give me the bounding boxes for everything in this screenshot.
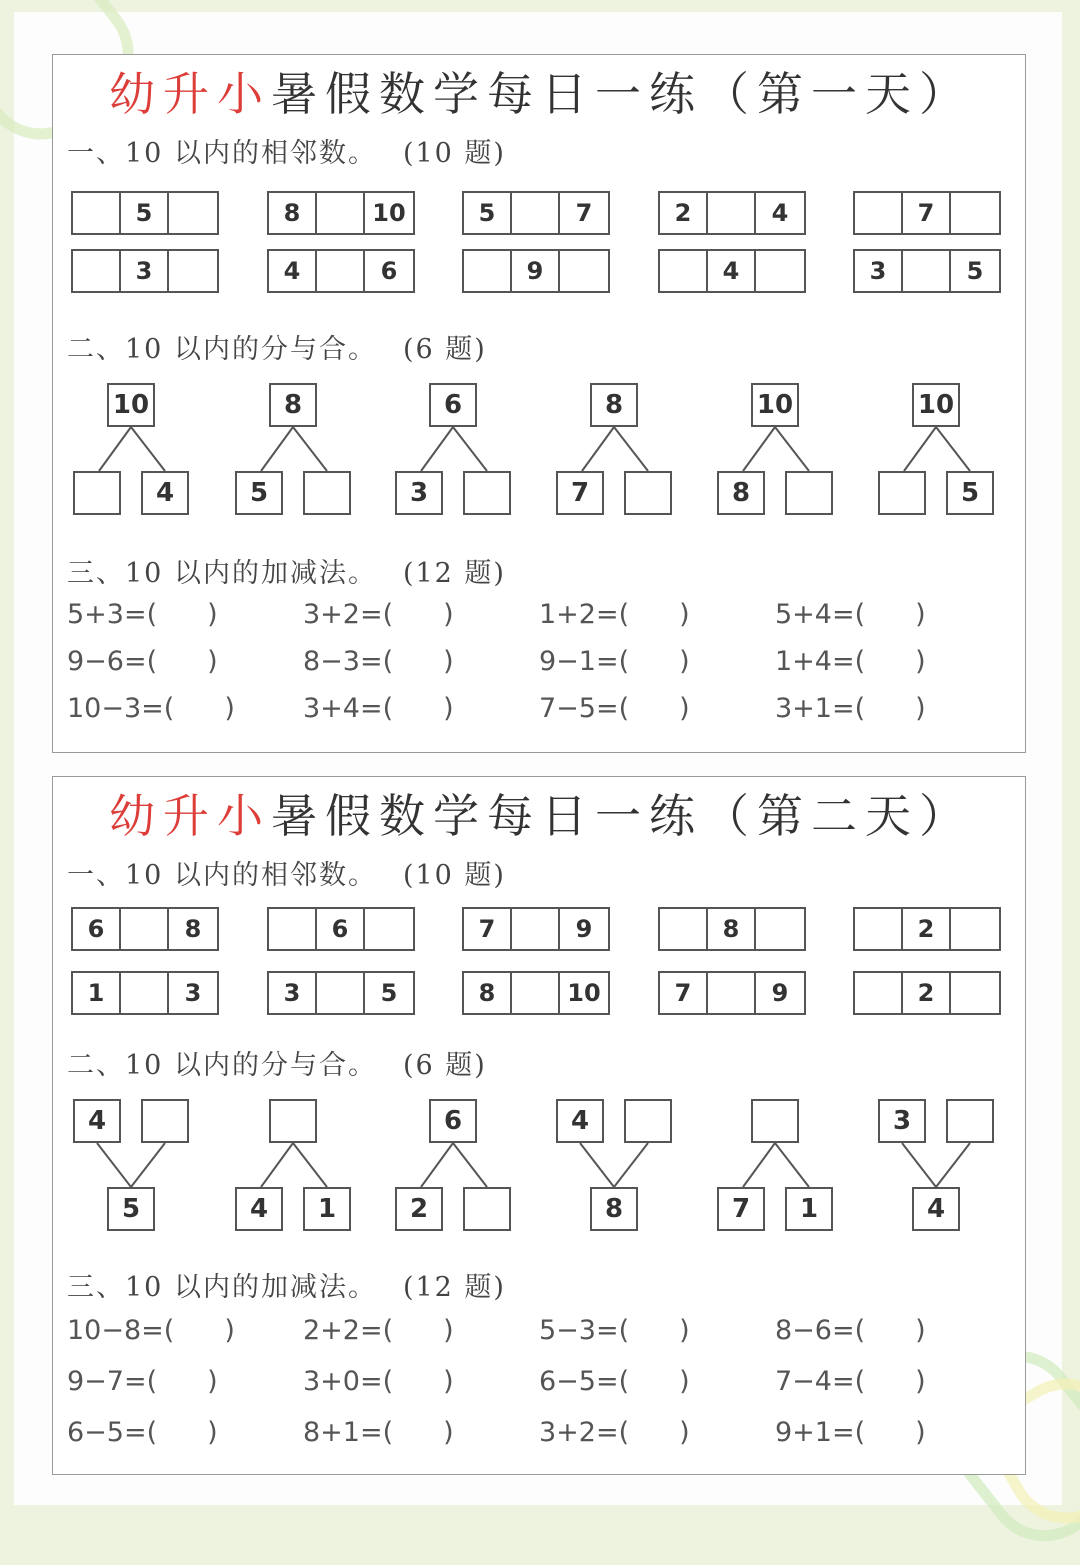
- bond-line: [453, 427, 487, 471]
- close-paren: ): [679, 1417, 690, 1448]
- close-paren: ): [915, 646, 926, 677]
- bond-line: [614, 427, 648, 471]
- bond-line: [261, 427, 293, 471]
- number-bond: [717, 383, 847, 523]
- answer-box[interactable]: [512, 909, 560, 949]
- equation-text: 8−3=(: [303, 646, 394, 677]
- bond-line: [131, 1143, 165, 1187]
- adjacent-number-strip: [462, 191, 610, 235]
- worksheet-day-1: [52, 54, 1026, 753]
- equation-text: 5+4=(: [775, 599, 866, 630]
- equation: [539, 1417, 690, 1448]
- number-cell: 8: [708, 909, 756, 949]
- equation-text: 3+2=(: [303, 599, 394, 630]
- question-count: (12 题): [402, 558, 506, 589]
- answer-box[interactable]: [463, 1187, 511, 1231]
- number-cell: 7: [556, 471, 604, 515]
- number-cell: 4: [269, 251, 317, 291]
- heading-text: 二、10 以内的分与合。: [67, 334, 377, 365]
- answer-box[interactable]: [464, 251, 512, 291]
- heading-text: 一、10 以内的相邻数。: [67, 138, 377, 169]
- close-paren: ): [207, 599, 218, 630]
- equation-text: 5+3=(: [67, 599, 158, 630]
- adjacent-number-strip: [267, 191, 415, 235]
- number-cell: 7: [903, 193, 951, 233]
- bond-line: [293, 427, 327, 471]
- number-bond: [235, 383, 365, 523]
- adjacent-number-strip: [267, 907, 415, 951]
- adjacent-number-strip: [71, 191, 219, 235]
- answer-box[interactable]: [121, 973, 169, 1013]
- equation: [775, 599, 926, 630]
- number-cell: 1: [73, 973, 121, 1013]
- equation: [303, 1315, 454, 1346]
- heading-text: 一、10 以内的相邻数。: [67, 860, 377, 891]
- bond-line: [580, 1143, 614, 1187]
- adjacent-number-strip: [267, 249, 415, 293]
- equation: [67, 1366, 218, 1397]
- close-paren: ): [915, 1417, 926, 1448]
- adjacent-number-strip: [853, 249, 1001, 293]
- close-paren: ): [679, 599, 690, 630]
- answer-box[interactable]: [317, 193, 365, 233]
- section-heading-decompose: [67, 1043, 487, 1082]
- answer-box[interactable]: [751, 1099, 799, 1143]
- number-cell: 7: [464, 909, 512, 949]
- number-cell: 8: [590, 383, 638, 427]
- title-highlight: 幼升小: [109, 789, 271, 843]
- bond-line: [97, 1143, 131, 1187]
- equation: [775, 693, 926, 724]
- number-bond: [235, 1099, 365, 1239]
- number-bond: [878, 383, 1008, 523]
- answer-box[interactable]: [708, 193, 756, 233]
- number-cell: 5: [464, 193, 512, 233]
- close-paren: ): [915, 1366, 926, 1397]
- equation-text: 3+1=(: [775, 693, 866, 724]
- answer-box[interactable]: [303, 471, 351, 515]
- section-heading-adjacent: [67, 853, 506, 892]
- bond-line: [293, 1143, 327, 1187]
- number-bond: [717, 1099, 847, 1239]
- number-cell: 5: [107, 1187, 155, 1231]
- bond-line: [582, 427, 614, 471]
- number-cell: 4: [141, 471, 189, 515]
- number-cell: 4: [235, 1187, 283, 1231]
- equation-text: 10−3=(: [67, 693, 175, 724]
- adjacent-number-strip: [267, 971, 415, 1015]
- number-cell: 8: [269, 193, 317, 233]
- equation: [539, 646, 690, 677]
- equation: [539, 1315, 690, 1346]
- question-count: (10 题): [402, 138, 506, 169]
- bond-line: [743, 427, 775, 471]
- equation-text: 8+1=(: [303, 1417, 394, 1448]
- equation-text: 6−5=(: [539, 1366, 630, 1397]
- bond-line: [904, 427, 936, 471]
- question-count: (6 题): [402, 1050, 487, 1081]
- number-cell: 3: [121, 251, 169, 291]
- equation-text: 3+4=(: [303, 693, 394, 724]
- bond-line: [131, 427, 165, 471]
- number-cell: 3: [855, 251, 903, 291]
- answer-box[interactable]: [560, 251, 608, 291]
- answer-box[interactable]: [463, 471, 511, 515]
- number-cell: 5: [966, 257, 984, 285]
- answer-box[interactable]: [946, 1099, 994, 1143]
- bond-line: [421, 1143, 453, 1187]
- bond-line: [261, 1143, 293, 1187]
- adjacent-number-strip: [462, 971, 610, 1015]
- bond-line: [453, 1143, 487, 1187]
- number-cell: 3: [878, 1099, 926, 1143]
- close-paren: ): [224, 693, 235, 724]
- number-bond: [73, 1099, 203, 1239]
- answer-box[interactable]: [951, 973, 999, 1013]
- bond-line: [936, 1143, 970, 1187]
- number-cell: 7: [717, 1187, 765, 1231]
- number-bond: [556, 383, 686, 523]
- bond-line: [421, 427, 453, 471]
- close-paren: ): [443, 1315, 454, 1346]
- equation-text: 1+2=(: [539, 599, 630, 630]
- answer-box[interactable]: [855, 973, 903, 1013]
- equation-text: 9−7=(: [67, 1366, 158, 1397]
- number-cell: 2: [660, 193, 708, 233]
- bond-line: [775, 1143, 809, 1187]
- number-cell: 5: [380, 979, 398, 1007]
- heading-text: 二、10 以内的分与合。: [67, 1050, 377, 1081]
- close-paren: ): [224, 1315, 235, 1346]
- number-cell: 6: [380, 257, 398, 285]
- equation: [775, 1315, 926, 1346]
- adjacent-number-strip: [658, 249, 806, 293]
- answer-box[interactable]: [903, 251, 951, 291]
- answer-box[interactable]: [73, 193, 121, 233]
- answer-box[interactable]: [756, 251, 804, 291]
- answer-box[interactable]: [73, 251, 121, 291]
- equation-text: 10−8=(: [67, 1315, 175, 1346]
- number-cell: 1: [303, 1187, 351, 1231]
- equation-text: 7−5=(: [539, 693, 630, 724]
- number-cell: 8: [184, 915, 202, 943]
- number-cell: 3: [395, 471, 443, 515]
- close-paren: ): [207, 646, 218, 677]
- number-cell: 3: [269, 973, 317, 1013]
- equation: [539, 693, 690, 724]
- number-cell: 6: [73, 909, 121, 949]
- equation: [539, 1366, 690, 1397]
- answer-box[interactable]: [624, 471, 672, 515]
- answer-box[interactable]: [785, 471, 833, 515]
- number-cell: 5: [121, 193, 169, 233]
- equation: [303, 599, 454, 630]
- equation: [303, 1366, 454, 1397]
- equation-text: 1+4=(: [775, 646, 866, 677]
- worksheet-day-2: [52, 776, 1026, 1475]
- adjacent-number-strip: [853, 907, 1001, 951]
- equation-text: 9+1=(: [775, 1417, 866, 1448]
- close-paren: ): [207, 1417, 218, 1448]
- number-cell: 4: [771, 199, 789, 227]
- number-cell: 4: [912, 1187, 960, 1231]
- number-cell: 8: [717, 471, 765, 515]
- adjacent-number-strip: [658, 971, 806, 1015]
- bond-line: [775, 427, 809, 471]
- equation: [775, 1417, 926, 1448]
- heading-text: 三、10 以内的加减法。: [67, 1272, 377, 1303]
- answer-box[interactable]: [365, 909, 413, 949]
- title-highlight: 幼升小: [109, 67, 271, 121]
- close-paren: ): [443, 599, 454, 630]
- answer-box[interactable]: [756, 909, 804, 949]
- answer-box[interactable]: [951, 909, 999, 949]
- adjacent-number-strip: [658, 191, 806, 235]
- close-paren: ): [915, 693, 926, 724]
- number-bond: [556, 1099, 686, 1239]
- adjacent-number-strip: [71, 907, 219, 951]
- number-cell: 10: [912, 383, 960, 427]
- equation: [67, 693, 235, 724]
- answer-box[interactable]: [269, 909, 317, 949]
- section-heading-decompose: [67, 327, 487, 366]
- answer-box[interactable]: [512, 973, 560, 1013]
- question-count: (12 题): [402, 1272, 506, 1303]
- number-bond: [395, 1099, 525, 1239]
- number-cell: 4: [556, 1099, 604, 1143]
- worksheet-title: [109, 59, 973, 129]
- answer-box[interactable]: [708, 973, 756, 1013]
- worksheet-title: [109, 781, 973, 851]
- number-cell: 2: [903, 909, 951, 949]
- bond-line: [614, 1143, 648, 1187]
- equation-text: 9−1=(: [539, 646, 630, 677]
- close-paren: ): [915, 599, 926, 630]
- equation: [303, 693, 454, 724]
- close-paren: ): [443, 1417, 454, 1448]
- answer-box[interactable]: [855, 909, 903, 949]
- adjacent-number-strip: [658, 907, 806, 951]
- bond-line: [743, 1143, 775, 1187]
- close-paren: ): [679, 1366, 690, 1397]
- equation: [775, 1366, 926, 1397]
- equation-text: 2+2=(: [303, 1315, 394, 1346]
- answer-box[interactable]: [512, 193, 560, 233]
- answer-box[interactable]: [317, 973, 365, 1013]
- close-paren: ): [679, 693, 690, 724]
- number-cell: 7: [575, 199, 593, 227]
- answer-box[interactable]: [169, 251, 217, 291]
- number-cell: 8: [464, 973, 512, 1013]
- equation: [303, 646, 454, 677]
- section-heading-arithmetic: [67, 1265, 506, 1304]
- number-cell: 8: [269, 383, 317, 427]
- bond-line: [902, 1143, 936, 1187]
- title-text: 暑假数学每日一练（第一天）: [271, 67, 973, 121]
- equation-text: 5−3=(: [539, 1315, 630, 1346]
- answer-box[interactable]: [141, 1099, 189, 1143]
- close-paren: ): [443, 1366, 454, 1397]
- equation: [539, 599, 690, 630]
- equation: [67, 1315, 235, 1346]
- adjacent-number-strip: [71, 249, 219, 293]
- number-bond: [395, 383, 525, 523]
- close-paren: ): [443, 646, 454, 677]
- equation-text: 3+2=(: [539, 1417, 630, 1448]
- number-cell: 6: [317, 909, 365, 949]
- number-cell: 7: [660, 973, 708, 1013]
- number-bond: [73, 383, 203, 523]
- number-cell: 5: [235, 471, 283, 515]
- section-heading-arithmetic: [67, 551, 506, 590]
- number-cell: 5: [946, 471, 994, 515]
- adjacent-number-strip: [462, 249, 610, 293]
- answer-box[interactable]: [660, 909, 708, 949]
- question-count: (10 题): [402, 860, 506, 891]
- number-cell: 10: [107, 383, 155, 427]
- number-cell: 6: [429, 383, 477, 427]
- equation-text: 9−6=(: [67, 646, 158, 677]
- number-cell: 10: [372, 199, 406, 227]
- number-cell: 2: [903, 973, 951, 1013]
- answer-box[interactable]: [269, 1099, 317, 1143]
- equation-text: 6−5=(: [67, 1417, 158, 1448]
- equation-text: 3+0=(: [303, 1366, 394, 1397]
- answer-box[interactable]: [121, 909, 169, 949]
- close-paren: ): [915, 1315, 926, 1346]
- number-bond: [878, 1099, 1008, 1239]
- bond-line: [936, 427, 970, 471]
- number-cell: 3: [184, 979, 202, 1007]
- number-cell: 4: [73, 1099, 121, 1143]
- equation-text: 7−4=(: [775, 1366, 866, 1397]
- equation: [67, 1417, 218, 1448]
- equation: [775, 646, 926, 677]
- answer-box[interactable]: [73, 471, 121, 515]
- number-cell: 4: [708, 251, 756, 291]
- equation: [303, 1417, 454, 1448]
- equation: [67, 646, 218, 677]
- heading-text: 三、10 以内的加减法。: [67, 558, 377, 589]
- close-paren: ): [679, 646, 690, 677]
- number-cell: 10: [751, 383, 799, 427]
- number-cell: 6: [429, 1099, 477, 1143]
- number-cell: 9: [771, 979, 789, 1007]
- number-cell: 2: [395, 1187, 443, 1231]
- bond-line: [99, 427, 131, 471]
- answer-box[interactable]: [169, 193, 217, 233]
- answer-box[interactable]: [624, 1099, 672, 1143]
- equation-text: 8−6=(: [775, 1315, 866, 1346]
- answer-box[interactable]: [855, 193, 903, 233]
- number-cell: 1: [785, 1187, 833, 1231]
- answer-box[interactable]: [951, 193, 999, 233]
- equation: [67, 599, 218, 630]
- adjacent-number-strip: [853, 191, 1001, 235]
- adjacent-number-strip: [71, 971, 219, 1015]
- title-text: 暑假数学每日一练（第二天）: [271, 789, 973, 843]
- section-heading-adjacent: [67, 131, 506, 170]
- close-paren: ): [207, 1366, 218, 1397]
- number-cell: 9: [512, 251, 560, 291]
- question-count: (6 题): [402, 334, 487, 365]
- answer-box[interactable]: [878, 471, 926, 515]
- number-cell: 9: [575, 915, 593, 943]
- adjacent-number-strip: [462, 907, 610, 951]
- close-paren: ): [443, 693, 454, 724]
- adjacent-number-strip: [853, 971, 1001, 1015]
- number-cell: 10: [567, 979, 601, 1007]
- answer-box[interactable]: [317, 251, 365, 291]
- number-cell: 8: [590, 1187, 638, 1231]
- answer-box[interactable]: [660, 251, 708, 291]
- close-paren: ): [679, 1315, 690, 1346]
